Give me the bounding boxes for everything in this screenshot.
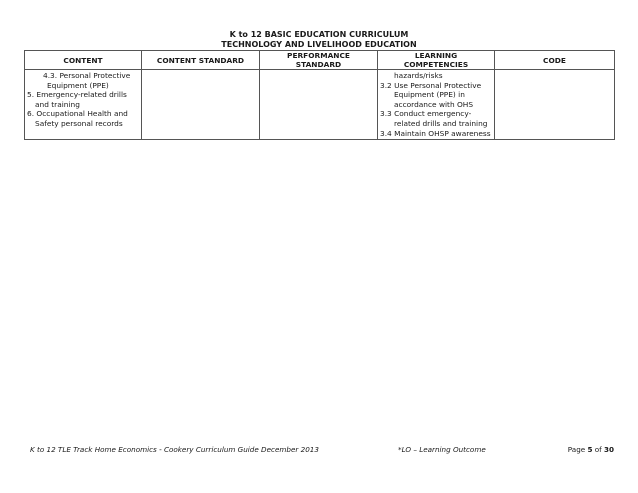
content-line: 5. Emergency-related drills — [27, 90, 127, 100]
learning-competencies-cell — [378, 70, 495, 140]
code-cell — [495, 70, 615, 140]
curriculum-table — [24, 50, 615, 140]
column-header-learning-competencies: LEARNING COMPETENCIES — [378, 51, 495, 70]
content-line: and training — [35, 99, 80, 109]
content-standard-cell — [142, 70, 260, 140]
column-header-code: CODE — [495, 51, 615, 70]
document-subtitle: TECHNOLOGY AND LIVELIHOOD EDUCATION — [221, 40, 417, 49]
competency-line: related drills and training — [394, 118, 488, 128]
column-header-content: CONTENT — [25, 51, 142, 70]
table-header-row — [25, 51, 615, 70]
competency-line: accordance with OHS — [394, 99, 474, 109]
page-number: Page 5 of 30 — [567, 445, 614, 454]
competency-line: hazards/risks — [394, 71, 443, 80]
performance-standard-cell — [260, 70, 378, 140]
footer-guide-title: K to 12 TLE Track Home Economics - Cookery Curriculum Guide December 2013 — [30, 445, 319, 454]
competency-line: 3.2 Use Personal Protective — [380, 80, 482, 90]
table-row — [25, 70, 615, 140]
competency-line: Equipment (PPE) in — [394, 90, 465, 100]
footer-note: *LO – Learning Outcome — [398, 445, 486, 454]
content-line: Safety personal records — [35, 118, 123, 128]
content-cell — [25, 70, 142, 140]
content-line: 6. Occupational Health and — [27, 109, 128, 119]
competency-line: 3.3 Conduct emergency- — [380, 109, 472, 119]
column-header-content-standard: CONTENT STANDARD — [142, 51, 260, 70]
content-line: Equipment (PPE) — [47, 80, 109, 90]
competency-line: 3.4 Maintain OHSP awareness — [380, 128, 491, 138]
content-line: 4.3. Personal Protective — [43, 71, 131, 80]
document-title: K to 12 BASIC EDUCATION CURRICULUM — [229, 30, 409, 39]
column-header-performance-standard: PERFORMANCE STANDARD — [260, 51, 378, 70]
